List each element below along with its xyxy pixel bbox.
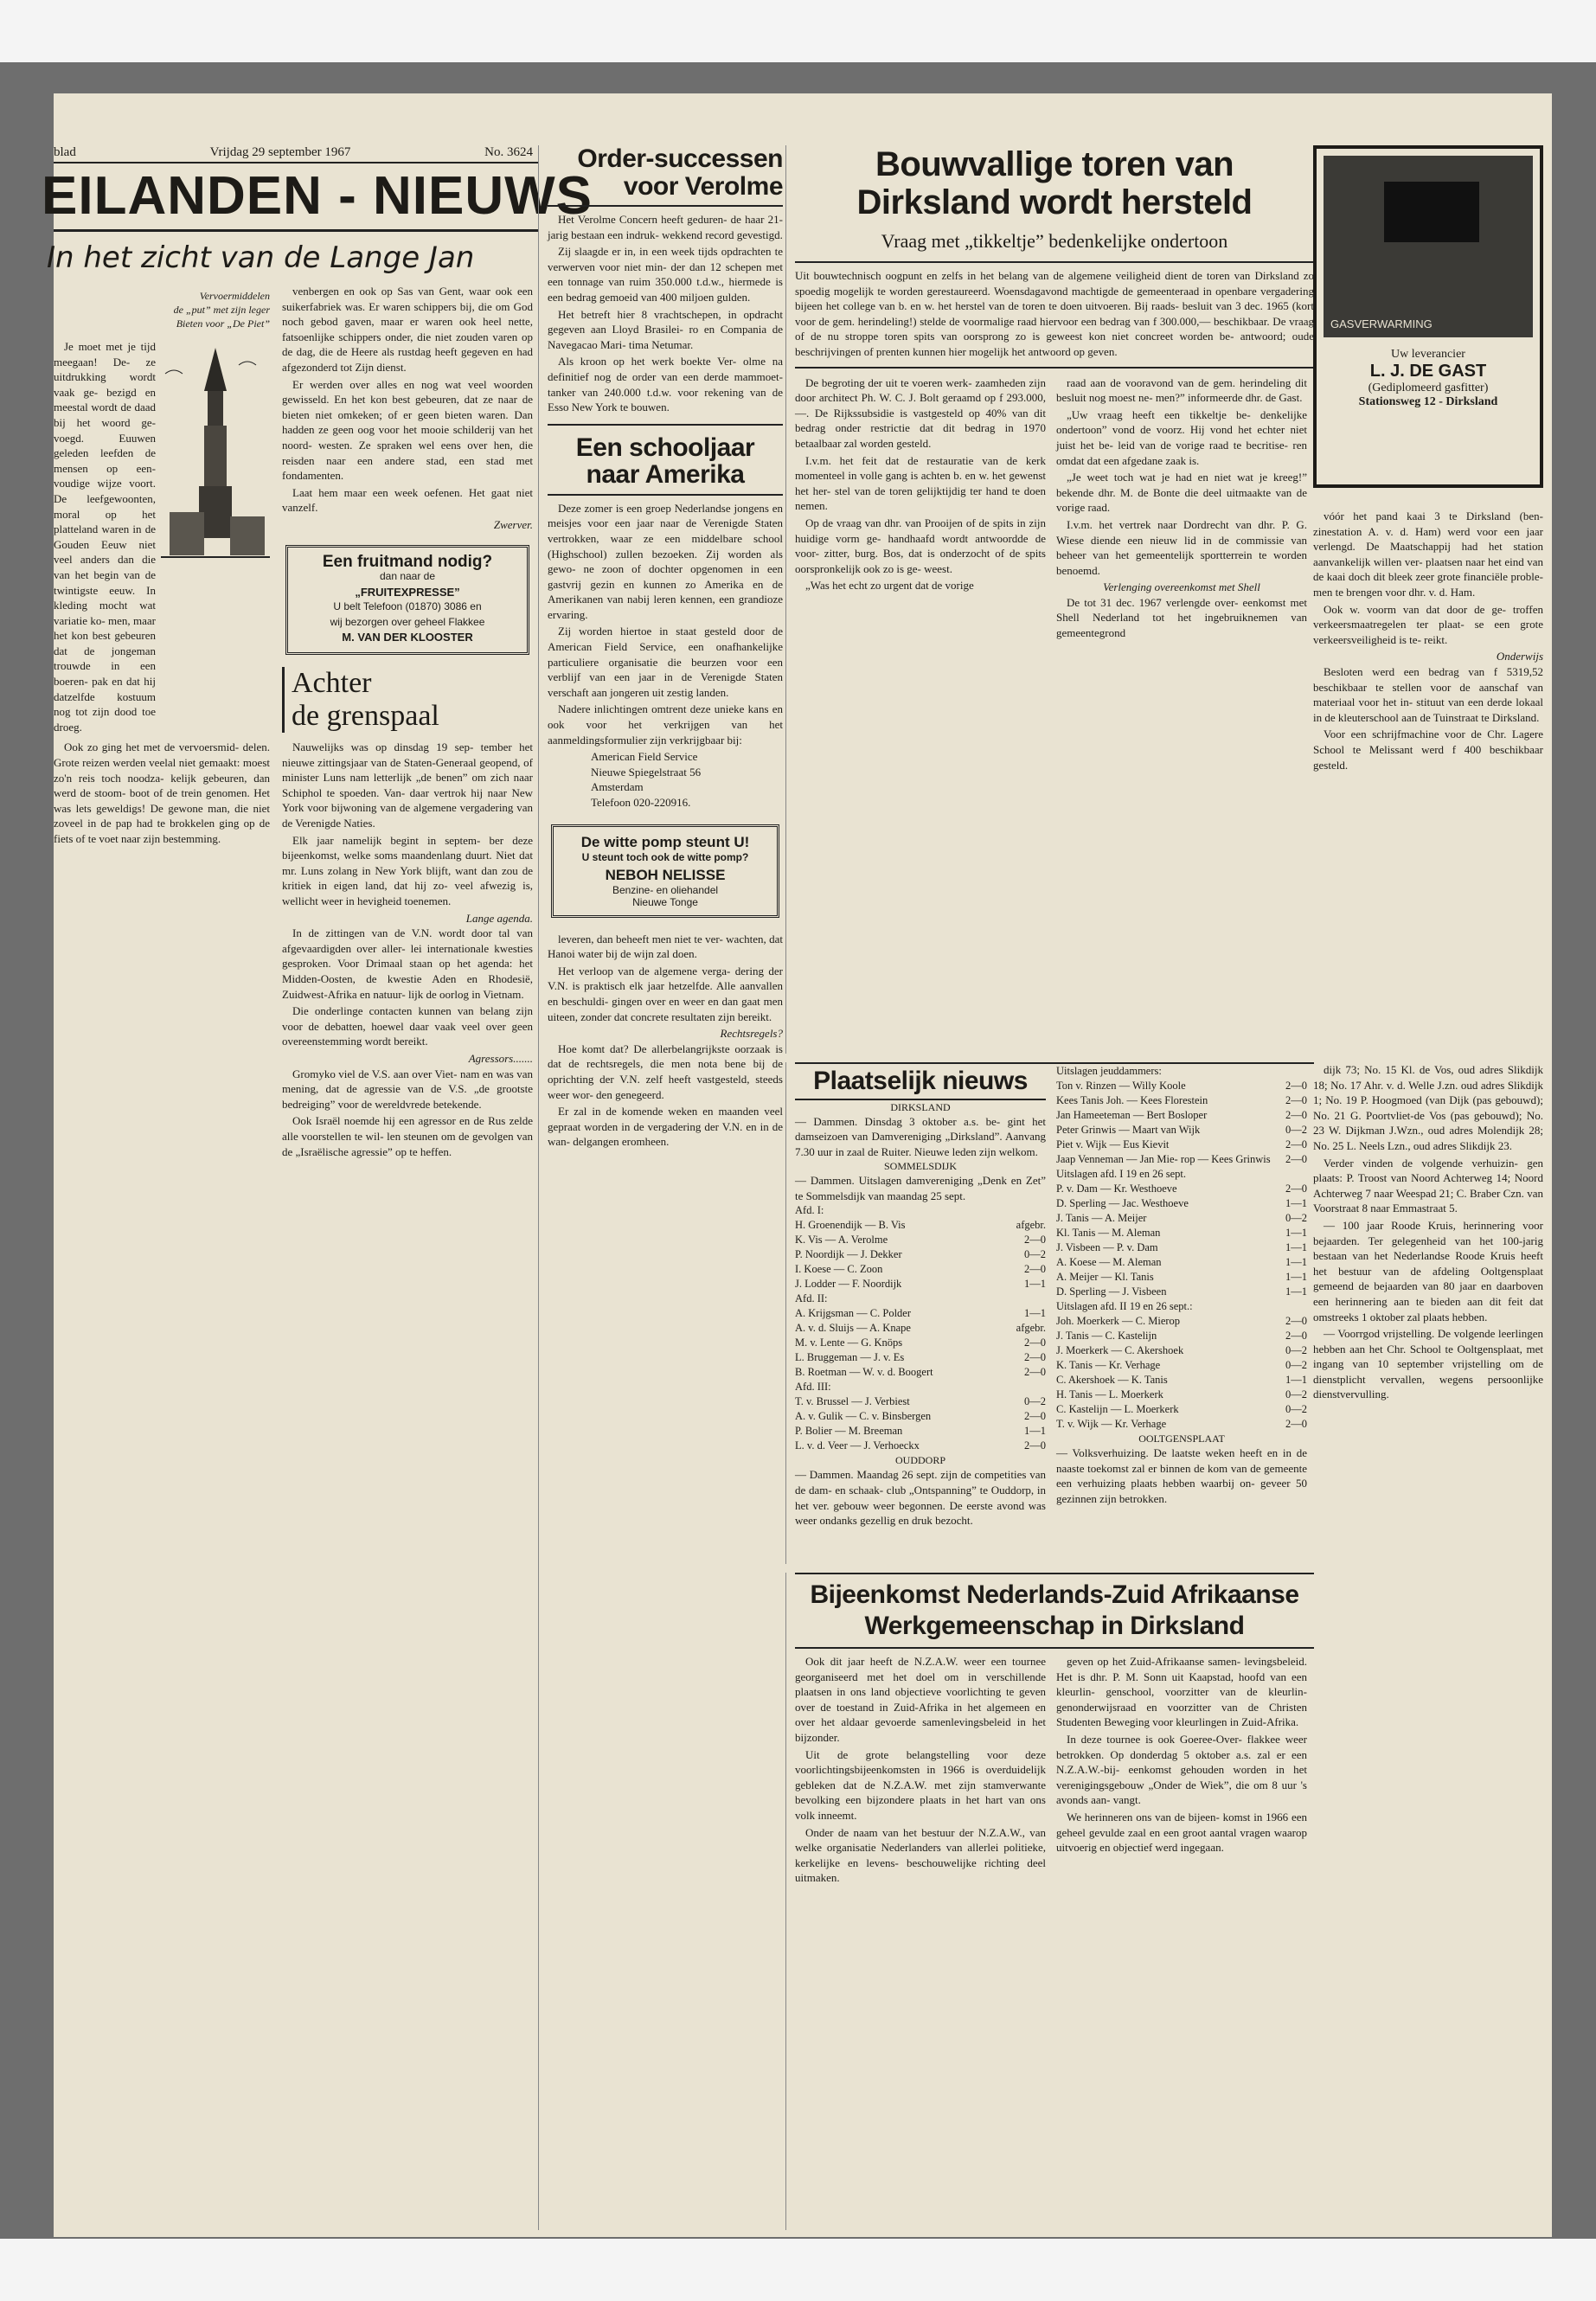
result-score: 2—0	[1024, 1263, 1046, 1276]
gas-ad-line: (Gediplomeerd gasfitter)	[1368, 381, 1489, 394]
result-match: A. Meijer — Kl. Tanis	[1056, 1271, 1154, 1283]
adressen-para: dijk 73; No. 15 Kl. de Vos, oud adres Slikdijk 18; No. 17 Ahr. v. d. Welle J.zn. oud adres Slikdijk 1; No. 19 P. Hoogmoed (van Dijk (pas gebouwd); No. 21 G. Poortvliet-de Vos (pas gebouwd); No. 23 W. Dijkman J.Wzn., oud adres Molendijk 28; No. 25 L. Neels Lzn., oud adres Slikdijk 23.	[1313, 1063, 1543, 1152]
results-heading: Afd. II:	[795, 1292, 828, 1305]
vietnam-para: leveren, dan beheeft men niet te ver- wachten, dat Hanoi water bij de wijn zal doen.	[548, 932, 783, 961]
result-score: 0—2	[1024, 1248, 1046, 1261]
gas-ad-label: GASVERWARMING	[1330, 317, 1433, 330]
result-match: Jaap Venneman — Jan Mie- rop — Kees Grinwis	[1056, 1153, 1271, 1165]
fruitmand-line: wij bezorgen over geheel Flakkee	[330, 615, 485, 628]
lange-jan-para: Je moet met je tijd meegaan! De- ze uitdrukking wordt vaak ge- bezigd en meestal wordt de daad bij het woord ge- voegd. Euuwen geleden leefden de mensen op een- voudige wijze voort. De leefgewoonten, moral op het platteland waren in de Gouden Eeuw niet veel anders dan die van het begin van de twintigste eeuw. In kleding mocht wat variatie ko- men, maar het kon best gebeuren dat de jongeman trouwde in een boeren- pak en dat hij datzelfde kostuum nog tot zijn dood toe droeg.	[54, 340, 156, 734]
bijeenkomst-para: Ook dit jaar heeft de N.Z.A.W. weer een tournee georganiseerd met het doel om in verschillende plaatsen in ons land objectieve voorlichting te geven over de toestand in Zuid-Afrika in het algemeen en over het aldaar gevoerde samenlevingsbeleid in het bijzonder.	[795, 1655, 1046, 1744]
result-match: A. v. d. Sluijs — A. Knape	[795, 1322, 911, 1335]
result-score: 1—1	[1024, 1307, 1046, 1320]
result-match: T. v. Wijk — Kr. Verhage	[1056, 1418, 1167, 1430]
result-match: P. v. Dam — Kr. Westhoeve	[1056, 1183, 1177, 1195]
result-score: 2—0	[1285, 1094, 1307, 1106]
schooljaar-title: Een schooljaar naar Amerika	[575, 433, 755, 490]
result-score: 2—0	[1285, 1418, 1307, 1430]
result-match: P. Noordijk — J. Dekker	[795, 1248, 902, 1261]
lange-jan-signature: Zwerver.	[493, 517, 533, 531]
result-match: J. Tanis — C. Kastelijn	[1056, 1330, 1157, 1342]
fruitmand-ad	[285, 545, 529, 656]
plaatselijk-nieuws	[785, 1062, 1314, 1564]
result-match: T. v. Brussel — J. Verbiest	[795, 1395, 910, 1408]
pomp-name: NEBOH NELISSE	[605, 866, 726, 883]
achter-para: Elk jaar namelijk begint in septem- ber deze bijeenkomst, welke soms maandenlang duurt. Niet dat mr. Luns zolang in New York blijft, want dan zou de kritiek in eigen land, dat hij zo- veel afwezig is, wellicht weer in hevigheid toenemen.	[282, 833, 533, 907]
results-heading: Uitslagen afd. I 19 en 26 sept.	[1056, 1168, 1186, 1180]
result-score: 0—2	[1285, 1344, 1307, 1356]
result-match: A. Krijgsman — C. Polder	[795, 1307, 912, 1320]
rightcol-subhead: Onderwijs	[1496, 650, 1543, 663]
results-heading: Uitslagen afd. II 19 en 26 sept.:	[1056, 1300, 1193, 1312]
gas-heater-photo	[1324, 156, 1533, 337]
plaatselijk-para: — Volksverhuizing. De laatste weken heeft en in de naaste toekomst zal er binnen de kom van de gemeente een verhuizing plaats hebben waarbij on- geveer 50 gezinnen zijn betrokken.	[1056, 1446, 1307, 1505]
result-match: Jan Hameeteman — Bert Bosloper	[1056, 1109, 1208, 1121]
result-match: D. Sperling — J. Visbeen	[1056, 1285, 1167, 1298]
lange-jan-para: Laat hem maar een week oefenen. Het gaat niet vanzelf.	[282, 485, 533, 515]
result-score: 0—2	[1024, 1395, 1046, 1408]
result-match: Kees Tanis Joh. — Kees Florestein	[1056, 1094, 1208, 1106]
result-score: 1—1	[1285, 1256, 1307, 1268]
toren-para: raad aan de vooravond van de gem. herindeling dit besluit nog moest ne- men?” informeerde dhr. de Gast.	[1056, 375, 1307, 405]
vietnam-para: Hoe komt dat? De allerbelangrijkste oorzaak is dat de rechtsregels, die men nota bene bij de oprichting der V.N. zelf heeft vastgesteld, steeds weer wor- den genegeerd.	[548, 1042, 783, 1101]
result-score: 2—0	[1285, 1109, 1307, 1121]
gas-ad	[1313, 145, 1543, 500]
result-match: D. Sperling — Jac. Westhoeve	[1056, 1197, 1189, 1209]
schooljaar-para: Nadere inlichtingen omtrent deze unieke kans en ook voor het verkrijgen van het aanmeldingsformulier zijn verkrijgbaar bij:	[548, 702, 783, 747]
result-match: Kl. Tanis — M. Aleman	[1056, 1227, 1161, 1239]
column-middle	[538, 145, 783, 2230]
rightcol-para: Voor een schrijfmachine voor de Chr. Lagere School te Melissant werd f 400 beschikbaar gesteld.	[1313, 727, 1543, 772]
result-match: J. Moerkerk — C. Akershoek	[1056, 1344, 1184, 1356]
toren-para: „Was het echt zo urgent dat de vorige	[805, 579, 974, 593]
fruitmand-line: dan naar de	[379, 570, 436, 583]
order-para: Het Verolme Concern heeft geduren- de haar 21-jarig bestaan een indruk- wekkend record gevestigd.	[548, 213, 783, 241]
bijeenkomst-title: Bijeenkomst Nederlands-Zuid Afrikaanse Werkgemeenschap in Dirksland	[810, 1580, 1299, 1640]
address-line: Telefoon 020-220916.	[591, 796, 691, 809]
result-match: Ton v. Rinzen — Willy Koole	[1056, 1080, 1186, 1092]
result-score: 1—1	[1285, 1241, 1307, 1253]
result-score: 1—1	[1285, 1197, 1307, 1209]
toren-para: „Uw vraag heeft een tikkeltje be- denkelijke ondertoon” vond de voorz. Hij vond het echter niet juist het be- leid van de vorige raad te becritise- ren omdat dat een afgedane zaak is.	[1056, 407, 1307, 467]
result-match: H. Tanis — L. Moerkerk	[1056, 1388, 1163, 1400]
address-line: Nieuwe Spiegelstraat 56	[591, 765, 702, 779]
achter-subhead: Lange agenda.	[465, 911, 533, 925]
lange-jan-subtitle: Vervoermiddelen de „put” met zijn leger Bieten voor „De Piet”	[173, 290, 270, 330]
order-title: Order-successen voor Verolme	[577, 144, 783, 201]
result-match: J. Tanis — A. Meijer	[1056, 1212, 1147, 1224]
order-para: Zij slaagde er in, in een week tijds opdrachten te verwerven voor niet min- der dan 12 schepen met een tonnage van ruim 350.000 t.d.w., hiermede is een bedrag gemoeid van 400 miljoen gulden.	[548, 245, 783, 304]
result-match: P. Bolier — M. Breeman	[795, 1425, 903, 1438]
result-score: 1—1	[1024, 1425, 1046, 1438]
schooljaar-para: Deze zomer is een groep Nederlandse jongens en meisjes voor een jaar naar de Verenigde Staten vertrokken, waar ze een middelbare school (Highschool) zullen bezoeken. Zij worden als gewo- ne zoon of dochter opgenomen in een gastvrij gezin en kunnen zo Amerika en de Amerikanen van nabij leren kennen, een grandioze ervaring.	[548, 501, 783, 621]
toren-subhead: Verlenging overeenkomst met Shell	[1103, 580, 1260, 594]
results-heading: Afd. III:	[795, 1381, 831, 1394]
column-right-top	[1313, 509, 1543, 1054]
result-score: 1—1	[1285, 1374, 1307, 1386]
result-match: L. v. d. Veer — J. Verhoeckx	[795, 1439, 920, 1452]
achter-para: Nauwelijks was op dinsdag 19 sep- tember het nieuwe zittingsjaar van de Staten-Generaal geopend, of minister Luns nam letterlijk „de benen” om zich naar Schiphol te spoeden. Van- daar vertrok hij naar New York voor bijwoning van de algemene vergadering van de Verenigde Naties.	[282, 740, 533, 830]
pomp-line: Benzine- en oliehandel	[612, 883, 719, 896]
column-left	[42, 145, 593, 2230]
result-score: 2—0	[1285, 1153, 1307, 1165]
result-score: 2—0	[1285, 1315, 1307, 1327]
pomp-line: U steunt toch ook de witte pomp?	[581, 850, 749, 863]
result-score: 1—1	[1024, 1278, 1046, 1291]
achter-title-2: de grenspaal	[292, 700, 439, 733]
masthead-meta	[54, 145, 538, 162]
masthead-date: Vrijdag 29 september 1967	[209, 145, 351, 159]
result-match: Piet v. Wijk — Eus Kievit	[1056, 1138, 1170, 1150]
lange-jan-para: Ook zo ging het met de vervoersmid- delen. Grote reizen werden veelal niet gemaakt: moest zo'n reis toch noodza- kelijk gebeuren, dan werd de stoom- boot of de trein genomen. Het was lets geweldigs! De gewone man, die niet zoveel in de pap had te brokkelen ging op de fiets of te voet naar zijn bestemming.	[54, 740, 270, 845]
result-score: 2—0	[1024, 1439, 1046, 1452]
result-score: afgebr.	[1016, 1219, 1046, 1232]
fruitmand-owner: M. VAN DER KLOOSTER	[342, 631, 473, 644]
lange-jan-title: In het zicht van de Lange Jan	[47, 240, 475, 275]
pomp-title: De witte pomp steunt U!	[580, 833, 750, 850]
result-score: 2—0	[1024, 1234, 1046, 1247]
gas-ad-line: Stationsweg 12 - Dirksland	[1358, 395, 1498, 408]
result-match: Peter Grinwis — Maart van Wijk	[1056, 1124, 1201, 1136]
toren-para: I.v.m. het vertrek naar Dordrecht van dhr. P. G. Wiese diende een nieuw lid in de commissie van beheer van het gemeentelijk sportterrein te worden benoemd.	[1056, 517, 1307, 577]
vietnam-para: Er zal in de komende weken en maanden veel gepraat worden in de vergadering der V.N. en in de wan- delgangen eromheen.	[548, 1105, 783, 1149]
result-match: H. Groenendijk — B. Vis	[795, 1219, 906, 1232]
lange-jan-para: Er werden over alles en nog wat veel woorden gewisseld. En het kon best gebeuren, dat ze naar de bieten niet omkeken; of er geen bieten waren. Dan hadden ze geen oog voor het mooie schilderij van het noord- westen. Ze spraken wel eens over hen, die reisden naar een andere stad, een stad met fondamenten.	[282, 377, 533, 483]
result-score: 1—1	[1285, 1285, 1307, 1298]
adressen-para: — 100 jaar Roode Kruis, herinnering voor bejaarden. Ter gelegenheid van het 100-jarig bestaan van het Nederlandse Roode Kruis heeft het bestuur van de afdeling Ooltgensplaat gemeend de bejaarden van 80 jaar en daarboven een herinnering aan te bieden aan dit feit dat omstreeks 1 oktober zal plaats hebben.	[1313, 1218, 1543, 1324]
order-para: Het betreft hier 8 vrachtschepen, in opdracht gegeven aan Lloyd Brasilei- ro en Compania de Navegacao Mari- tima Netumar.	[548, 307, 783, 351]
bottom-margin	[0, 2239, 1596, 2301]
toren-para: Op de vraag van dhr. van Prooijen of de spits in zijn huidige vorm ge- handhaafd wordt antwoordde de voor- zitter, burg. Bos, dat is onderzocht of de spits oorspronkelijk ook zo is ge- weest.	[795, 516, 1046, 575]
achter-para: In de zittingen van de V.N. wordt door tal van afgevaardigden over aller- lei internationale kwesties gesproken. Voor Drimaal staan op het agenda: het Midden-Oosten, de kwestie Aden en Rhodesië, Zuidwest-Afrika en natuur- lijk de oorlog in Vietnam.	[282, 926, 533, 1001]
result-match: A. Koese — M. Aleman	[1056, 1256, 1162, 1268]
result-score: 2—0	[1024, 1410, 1046, 1423]
rightcol-para: vóór het pand kaai 3 te Dirksland (ben- zinestation A. v. d. Ham) werd voor een jaar verlengd. De Maatschappij had het station aanvankelijk willen ver- plaatsen naar het eind van de kaai doch dit bleek zeer grote financiële proble- men te brengen voor dhr. v. d. Ham.	[1313, 510, 1543, 599]
plaatselijk-para: — Dammen. Dinsdag 3 oktober a.s. be- gint het damseizoen van Damvereniging „Dirksland”. Aanvang 7.30 uur in zaal de Ruiter. Nieuwe leden zijn welkom.	[795, 1114, 1046, 1158]
result-score: 2—0	[1024, 1351, 1046, 1364]
place-heading: SOMMELSDIJK	[883, 1160, 957, 1173]
toren-para: De tot 31 dec. 1967 verlengde over- eenkomst met Shell Nederland tot het ingebruiknemen van gemeentegrond	[1056, 595, 1307, 640]
gas-heater-icon	[1384, 182, 1479, 242]
results-heading: Uitslagen jeuddammers:	[1056, 1065, 1162, 1077]
toren-para: I.v.m. het feit dat de restauratie van de kerk momenteel in volle gang is achten b. en w. het gewenst het her- stel van de toren gelijktijdig ter hand te doen nemen.	[795, 453, 1046, 513]
vietnam-subhead: Rechtsregels?	[720, 1027, 783, 1041]
place-heading: OUDDORP	[894, 1454, 945, 1467]
result-score: 0—2	[1285, 1359, 1307, 1371]
result-match: J. Visbeen — P. v. Dam	[1056, 1241, 1158, 1253]
pomp-line: Nieuwe Tonge	[632, 895, 698, 908]
results-table-2	[1056, 1064, 1307, 1432]
results-heading: Afd. I:	[795, 1204, 824, 1217]
result-match: M. v. Lente — G. Knöps	[795, 1336, 903, 1349]
bijeenkomst-para: Onder de naam van het bestuur der N.Z.A.W., van welke organisatie Nederlanders van allerlei politieke, kerkelijke en levens- beschouwelijke richting deel uitmaken.	[795, 1825, 1046, 1885]
place-heading: OOLTGENSPLAAT	[1138, 1433, 1225, 1445]
adressen-para: — Voorrgod vrijstelling. De volgende leerlingen hebben aan het Chr. School te Ooltgensplaat, met ingang van 10 september vrijstelling om de dienstplicht vervallen, wegens persoonlijke dienstvervulling.	[1313, 1327, 1543, 1401]
pomp-ad	[551, 824, 779, 918]
plaatselijk-title: Plaatselijk nieuws	[813, 1067, 1028, 1095]
schooljaar-para: Zij worden hiertoe in staat gesteld door de American Field Service, een onafhankelijke particuliere organisatie die beurzen voor een verblijf van een jaar in de Verenigde Staten verschaft aan jongeren uit zestig landen.	[548, 625, 783, 699]
fruitmand-line: U belt Telefoon (01870) 3086 en	[333, 600, 482, 613]
rightcol-para: Besloten werd een bedrag van f 5319,52 beschikbaar te stellen voor de aanschaf van materiaal voor het in- stituut van een derde lokaal in de kleuterschool aan de Tuinstraat te Dirksland.	[1313, 664, 1543, 724]
result-match: B. Roetman — W. v. d. Boogert	[795, 1366, 933, 1379]
masthead-title: EILANDEN - NIEUWS	[42, 166, 593, 226]
address-line: American Field Service	[591, 750, 698, 764]
toren-para: De begroting der uit te voeren werk- zaamheden zijn door architect Ph. W. C. J. Bolt geraamd op f 293.000,—. De Rijkssubsidie is vastgesteld op 40% van dit bedrag onder restrictie dat dit bedrag in 1970 betaalbaar zal worden gesteld.	[795, 375, 1046, 450]
gas-ad-name: L. J. DE GAST	[1369, 362, 1487, 381]
achter-para: Gromyko viel de V.S. aan over Viet- nam en was van mening, dat de agressie van de V.S. „de grootste bedreiging” voor de wereldvrede betekende.	[282, 1067, 533, 1111]
bijeenkomst-para: We herinneren ons van de bijeen- komst in 1966 een geheel gevulde zaal en een groot aantal vragen waarop uitvoerig en objectief werd ingegaan.	[1056, 1810, 1307, 1855]
place-heading: DIRKSLAND	[890, 1100, 951, 1113]
result-score: 0—2	[1285, 1124, 1307, 1136]
masthead-number: No. 3624	[484, 145, 533, 159]
result-match: L. Bruggeman — J. v. Es	[795, 1351, 905, 1364]
adressen-para: Verder vinden de volgende verhuizin- gen plaats: P. Troost van Noord Achterweg 14; Noord Achterweg 7 naar Weespad 21; C. Braber Czn. van Voorstraat 8 naar Emmastraat 5.	[1313, 1156, 1543, 1215]
gas-ad-line: Uw leverancier	[1391, 348, 1465, 361]
achter-para: Ook Israël noemde hij een agressor en de Rus zelde alle voorstellen te wil- len steunen om de gevolgen van de „Israëlische agressie” op te heffen.	[282, 1114, 533, 1158]
lange-jan-para: venbergen en ook op Sas van Gent, waar ook een suikerfabriek was. Er waren schippers bij, die om God noch gebod gaven, maar er waren ook heel nette, fatsoenlijke schippers onder, die niet zouden varen op de dag, die de Heere als rustdag heeft gegeven en had afgezonderd tot Zijn dienst.	[282, 285, 533, 374]
result-match: C. Akershoek — K. Tanis	[1056, 1374, 1168, 1386]
result-score: 2—0	[1024, 1366, 1046, 1379]
result-score: 0—2	[1285, 1212, 1307, 1224]
result-match: C. Kastelijn — L. Moerkerk	[1056, 1403, 1179, 1415]
result-match: Joh. Moerkerk — C. Mierop	[1056, 1315, 1181, 1327]
result-score: 2—0	[1285, 1138, 1307, 1150]
toren-subtitle: Vraag met „tikkeltje” bedenkelijke ondertoon	[881, 230, 1228, 252]
toren-title: Bouwvallige toren van Dirksland wordt hersteld	[856, 145, 1253, 221]
plaatselijk-para: — Dammen. Uitslagen damvereniging „Denk en Zet” te Sommelsdijk van maandag 25 sept.	[795, 1174, 1046, 1202]
top-margin	[0, 0, 1596, 62]
rightcol-para: Ook w. voorm van dat door de ge- troffen verkeersmaatregelen ter plaat- se een grote verkeersveiligheid is te- reikt.	[1313, 602, 1543, 646]
result-score: 2—0	[1024, 1336, 1046, 1349]
result-match: J. Lodder — F. Noordijk	[795, 1278, 902, 1291]
result-score: 0—2	[1285, 1403, 1307, 1415]
plaatselijk-para: — Dammen. Maandag 26 sept. zijn de competities van de dam- en schaak- club „Ontspanning” te Ouddorp, in het ver. gebouw weer begonnen. De eerste avond was weer ondanks gezellig en druk bezocht.	[795, 1468, 1046, 1528]
result-score: 1—1	[1285, 1227, 1307, 1239]
toren-lead: Uit bouwtechnisch oogpunt en zelfs in het belang van de algemene veiligheid dient de toren van Dirksland zo spoedig mogelijk te worden gerestaureerd. Woensdagavond machtigde de gemeenteraad in openbare vergadering bijeen het college van b. en w. het herstel van de toren te doen uitvoeren. Bij raads- besluit van 3 dec. 1965 (kort voor de gem. herindeling!) stelde de voormalige raad hiervoor een bedrag van f 300.000,— beschikbaar. De vraag of de nu stroppe toren spits van oorsprong zo is geweest kon niet concreet worden be- antwoord; oude beschrijvingen of prenten kunnen hier mogelijk het antwoord op geven.	[795, 269, 1314, 358]
result-match: K. Vis — A. Verolme	[795, 1234, 888, 1247]
bijeenkomst-para: Uit de grote belangstelling voor deze voorlichtingsbijeenkomsten in 1966 is overduidelijk gebleken dat de N.Z.A.W. met zijn stamverwante bevolking een bijzondere plaats in het hart van ons volk inneemt.	[795, 1747, 1046, 1822]
bijeenkomst-para: geven op het Zuid-Afrikaanse samen- levingsbeleid. Het is dhr. P. M. Sonn uit Kaapstad, hoofd van een kleurlin- genschool, voorzitter van de kleurlin- genonderwijsraad en voorzitter van de Christen Studenten Beweging voor kleurlingen in Zuid-Afrika.	[1056, 1655, 1307, 1729]
masthead-blad: blad	[54, 145, 76, 159]
toren-article	[785, 145, 1314, 1054]
church-tower-illustration	[161, 339, 270, 581]
fruitmand-title: Een fruitmand nodig?	[322, 552, 493, 571]
column-right-bottom	[1313, 1062, 1543, 2230]
result-score: 2—0	[1285, 1330, 1307, 1342]
achter-subhead: Agressors.......	[468, 1051, 533, 1065]
result-score: 0—2	[1285, 1388, 1307, 1400]
results-table	[795, 1203, 1046, 1453]
toren-para: „Je weet toch wat je had en niet wat je kreeg!” bekende dhr. M. de Bonte die deel uitmaakte van de vorige raad.	[1056, 471, 1307, 515]
bijeenkomst-para: In deze tournee is ook Goeree-Over- flakkee weer betrokken. Op donderdag 5 oktober a.s. zal er een N.Z.A.W.-bij- eenkomst gehouden worden in het verenigingsgebouw „Onder de Wiek”, die om 8 uur 's avonds aan- vangt.	[1056, 1732, 1307, 1807]
achter-para: Die onderlinge contacten kunnen van belang zijn voor de debatten, hoewel daar vaak veel over geen overeenstemming wordt bereikt.	[282, 1004, 533, 1048]
result-score: 2—0	[1285, 1183, 1307, 1195]
achter-title-1: Achter	[292, 667, 372, 700]
result-score: 2—0	[1285, 1080, 1307, 1092]
result-score: afgebr.	[1016, 1322, 1046, 1335]
result-match: I. Koese — C. Zoon	[795, 1263, 883, 1276]
vietnam-para: Het verloop van de algemene verga- dering der V.N. is praktisch elk jaar hetzelfde. Alle aanvallen en beschuldi- gingen over en weer en dan gaat men uiteen, zonder dat concrete resultaten zijn bereikt.	[548, 964, 783, 1023]
address-line: Amsterdam	[591, 780, 644, 794]
order-para: Als kroon op het werk boekte Ver- olme na definitief nog de order van een derde mammoet-tanker van 240.000 t.d.w. voor rekening van de Esso New York te bouwen.	[548, 355, 783, 414]
fruitmand-shop: „FRUITEXPRESSE”	[355, 585, 460, 599]
result-match: K. Tanis — Kr. Verhage	[1056, 1359, 1161, 1371]
bijeenkomst-article	[785, 1573, 1314, 2230]
result-match: A. v. Gulik — C. v. Binsbergen	[795, 1410, 932, 1423]
result-score: 1—1	[1285, 1271, 1307, 1283]
newspaper-page	[42, 93, 1552, 2237]
